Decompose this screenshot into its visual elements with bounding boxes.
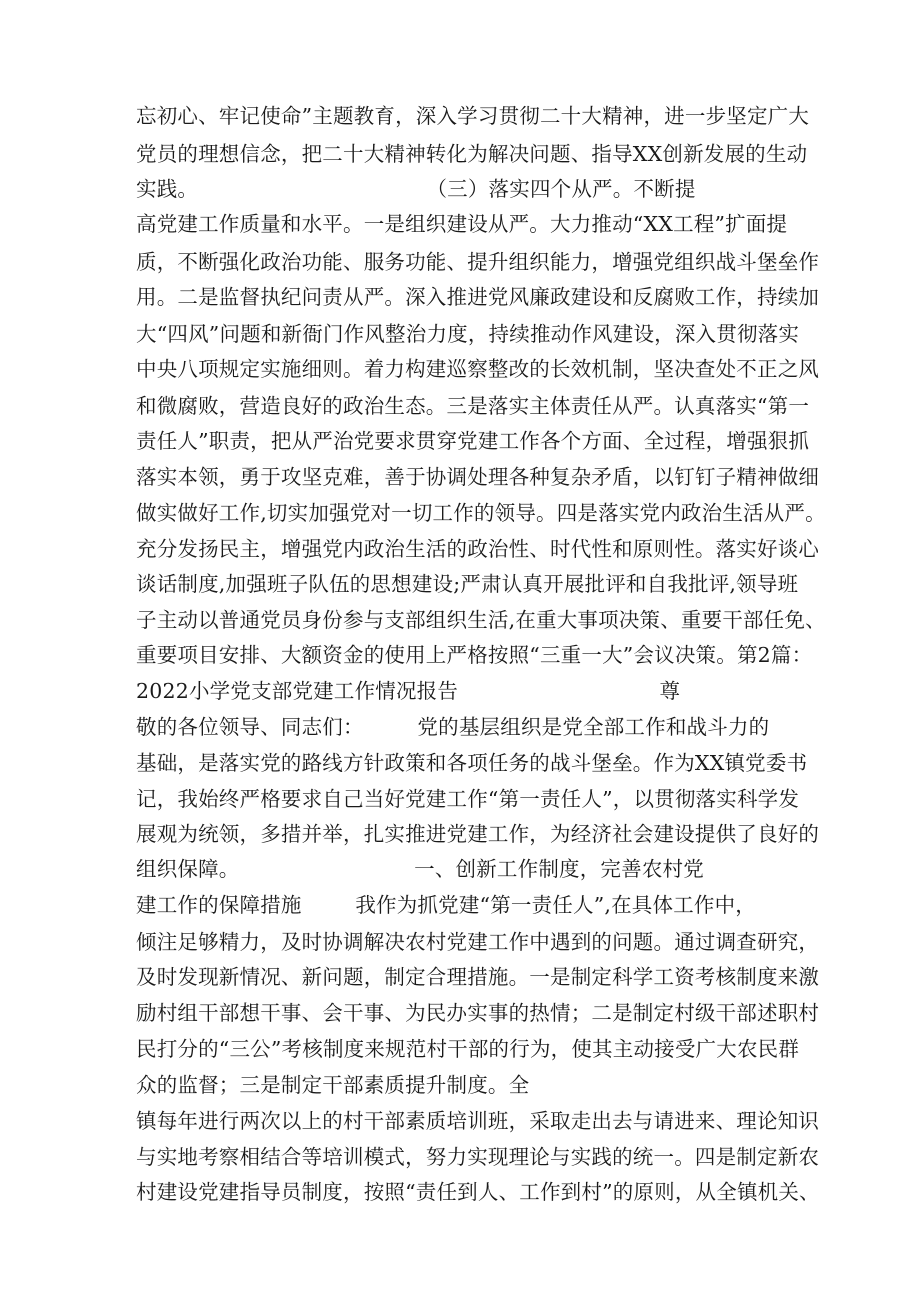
text-line-22: 组织保障。 一、创新工作制度，完善农村党 bbox=[136, 857, 704, 881]
text-line-10: 责任人”职责，把从严治党要求贯穿党建工作各个方面、全过程，增强狠抓 bbox=[136, 429, 810, 453]
text-line-25: 及时发现新情况、新问题，制定合理措施。一是制定科学工资考核制度来激 bbox=[136, 965, 820, 989]
text-line-19: 基础，是落实党的路线方针政策和各项任务的战斗堡垒。作为XX镇党委书 bbox=[136, 751, 808, 775]
text-line-21: 展观为统领，多措并举，扎实推进党建工作，为经济社会建设提供了良好的 bbox=[136, 822, 820, 846]
text-line-7: 大“四风”问题和新衙门作风整治力度，持续推动作风建设，深入贯彻落实 bbox=[136, 322, 800, 346]
text-line-17: 2022小学党支部党建工作情况报告 尊 bbox=[136, 679, 681, 703]
text-line-9: 和微腐败，营造良好的政治生态。三是落实主体责任从严。认真落实“第一 bbox=[136, 394, 810, 418]
text-line-31: 村建设党建指导员制度，按照“责任到人、工作到村”的原则，从全镇机关、 bbox=[136, 1180, 820, 1204]
text-line-23: 建工作的保障措施 我作为抓党建“第一责任人”,在具体工作中， bbox=[136, 893, 757, 917]
text-line-6: 用。二是监督执纪问责从严。深入推进党风廉政建设和反腐败工作，持续加 bbox=[136, 285, 820, 309]
text-line-8: 中央八项规定实施细则。着力构建巡察整改的长效机制，坚决查处不正之风 bbox=[136, 357, 820, 381]
text-line-28: 众的监督；三是制定干部素质提升制度。全 bbox=[136, 1073, 530, 1097]
text-line-11: 落实本领，勇于攻坚克难，善于协调处理各种复杂矛盾，以钉钉子精神做细 bbox=[136, 465, 820, 489]
text-line-24: 倾注足够精力，及时协调解决农村党建工作中遇到的问题。通过调查研究， bbox=[136, 930, 820, 954]
text-line-27: 民打分的“三公”考核制度来规范村干部的行为，使其主动接受广大农民群 bbox=[136, 1037, 800, 1061]
text-line-29: 镇每年进行两次以上的村干部素质培训班，采取走出去与请进来、理论知识 bbox=[136, 1109, 820, 1133]
text-line-18: 敬的各位领导、同志们： 党的基层组织是党全部工作和战斗力的 bbox=[136, 715, 770, 739]
text-line-26: 励村组干部想干事、会干事、为民办实事的热情；二是制定村级干部述职村 bbox=[136, 1001, 820, 1025]
text-line-15: 子主动以普通党员身份参与支部组织生活,在重大事项决策、重要干部任免、 bbox=[136, 608, 826, 632]
text-line-13: 充分发扬民主，增强党内政治生活的政治性、时代性和原则性。落实好谈心 bbox=[136, 537, 820, 561]
text-line-14: 谈话制度,加强班子队伍的思想建设;严肃认真开展批评和自我批评,领导班 bbox=[136, 572, 799, 596]
text-line-2: 党员的理想信念，把二十大精神转化为解决问题、指导XX创新发展的生动 bbox=[136, 142, 808, 166]
text-line-4: 高党建工作质量和水平。一是组织建设从严。大力推动“XX工程”扩面提 bbox=[136, 212, 788, 236]
text-line-20: 记，我始终严格要求自己当好党建工作“第一责任人”，以贯彻落实科学发 bbox=[136, 787, 800, 811]
text-line-16: 重要项目安排、大额资金的使用上严格按照“三重一大”会议决策。第2篇： bbox=[136, 643, 813, 667]
text-line-1: 忘初心、牢记使命”主题教育，深入学习贯彻二十大精神，进一步坚定广大 bbox=[136, 104, 810, 128]
text-line-5: 质，不断强化政治功能、服务功能、提升组织能力，增强党组织战斗堡垒作 bbox=[136, 250, 820, 274]
text-line-12: 做实做好工作,切实加强党对一切工作的领导。四是落实党内政治生活从严。 bbox=[136, 501, 826, 525]
text-line-30: 与实地考察相结合等培训模式，努力实现理论与实践的统一。四是制定新农 bbox=[136, 1145, 820, 1169]
text-line-3: 实践。 （三）落实四个从严。不断提 bbox=[136, 177, 696, 201]
